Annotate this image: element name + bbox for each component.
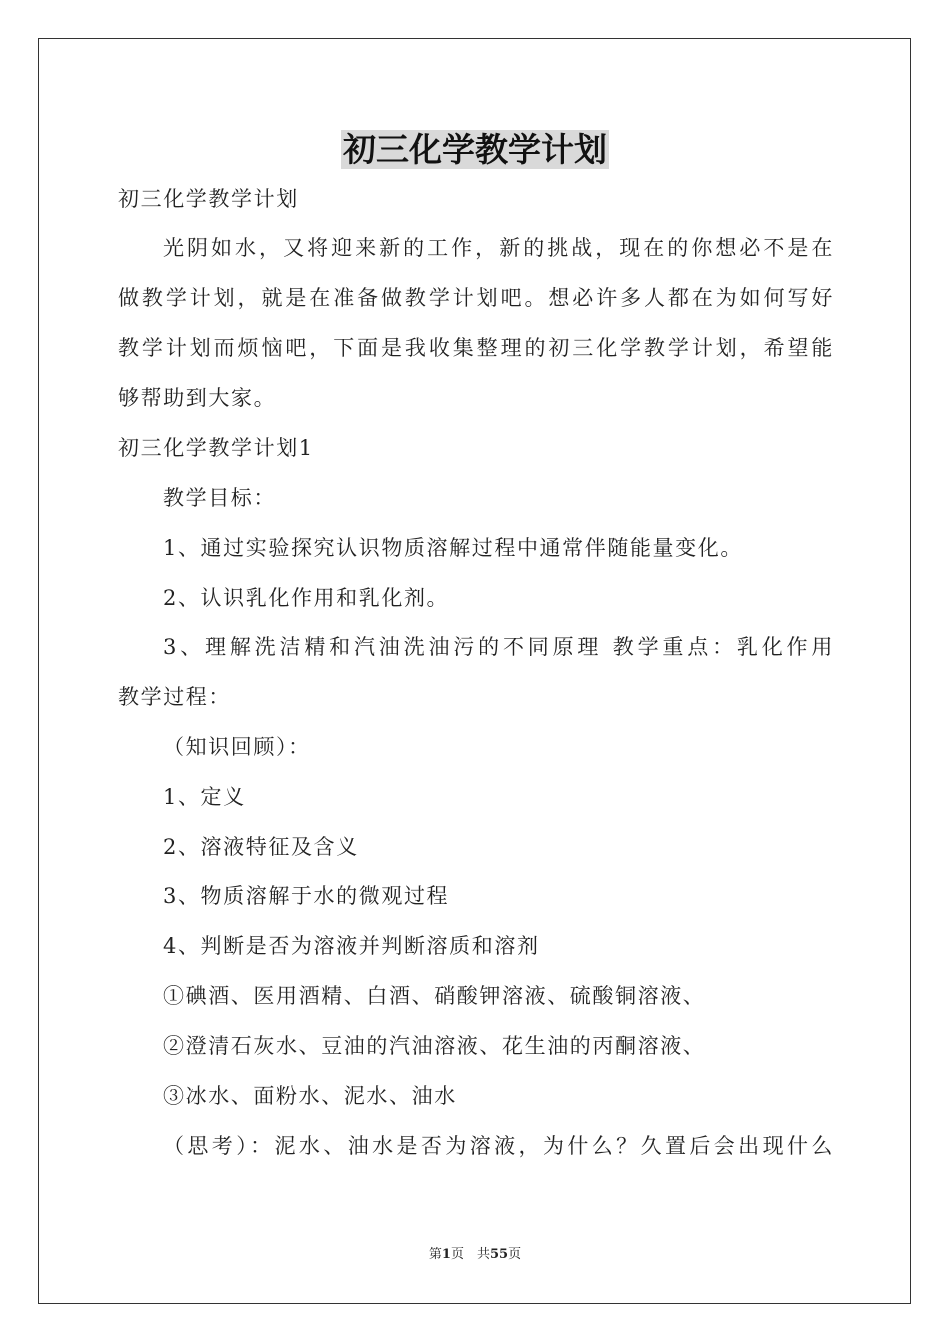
paragraph-line: 够帮助到大家。 <box>118 386 277 410</box>
paragraph-line: 做教学计划，就是在准备做教学计划吧。想必许多人都在为如何写好 <box>118 286 834 310</box>
footer-page-number: 1 <box>441 1247 451 1262</box>
section-heading: 初三化学教学计划1 <box>118 436 314 460</box>
page-border <box>38 38 911 1304</box>
page-footer <box>0 1246 950 1264</box>
footer-page-suffix: 页 <box>508 1247 522 1262</box>
footer-page-prefix: 第 <box>428 1247 442 1262</box>
list-item: 1、通过实验探究认识物质溶解过程中通常伴随能量变化。 <box>163 536 743 560</box>
list-item: 3、理解洗洁精和汽油洗油污的不同原理 教学重点：乳化作用 <box>163 635 834 659</box>
footer-page-mid: 页 共 <box>450 1247 490 1262</box>
list-item: 2、认识乳化作用和乳化剂。 <box>163 586 450 610</box>
list-item: 3、物质溶解于水的微观过程 <box>163 884 450 908</box>
list-item: ②澄清石灰水、豆油的汽油溶液、花生油的丙酮溶液、 <box>163 1034 706 1058</box>
list-item: 1、定义 <box>163 785 246 809</box>
section-heading: 初三化学教学计划 <box>118 187 299 211</box>
paragraph-line: 教学过程： <box>118 685 231 709</box>
document-title <box>0 128 950 172</box>
paragraph-line: （思考）：泥水、油水是否为溶液，为什么？久置后会出现什么 <box>163 1134 834 1158</box>
footer-total-pages: 55 <box>489 1247 509 1262</box>
paragraph-line: 教学计划而烦恼吧，下面是我收集整理的初三化学教学计划，希望能 <box>118 336 834 360</box>
paragraph-line: （知识回顾）： <box>163 735 311 759</box>
paragraph-line: 光阴如水，又将迎来新的工作，新的挑战，现在的你想必不是在 <box>163 236 834 260</box>
paragraph-line: 教学目标： <box>163 486 276 510</box>
list-item: ③冰水、面粉水、泥水、油水 <box>163 1084 457 1108</box>
list-item: ①碘酒、医用酒精、白酒、硝酸钾溶液、硫酸铜溶液、 <box>163 984 706 1008</box>
list-item: 2、溶液特征及含义 <box>163 835 359 859</box>
document-title-text: 初三化学教学计划 <box>343 130 607 169</box>
list-item: 4、判断是否为溶液并判断溶质和溶剂 <box>163 934 540 958</box>
